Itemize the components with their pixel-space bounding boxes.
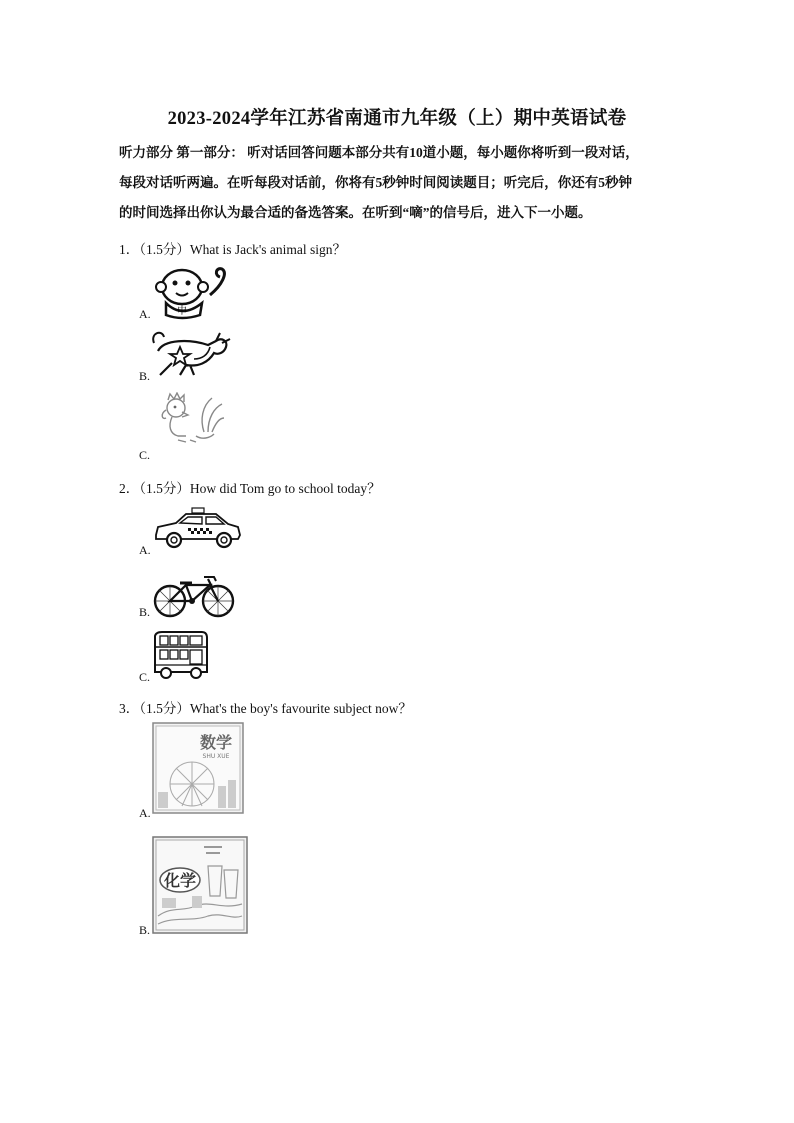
option-1b[interactable]: B. [139,369,151,383]
bicycle-icon[interactable] [152,571,236,619]
option-1a[interactable]: A. [139,307,151,321]
math-cover-sub: SHU XUE [202,753,230,760]
rooster-icon[interactable] [156,392,226,444]
instruction-line: 听力部分 第一部分： 听对话回答问题本部分共有10道小题，每小题你将听到一段对话， [119,145,639,160]
monkey-icon[interactable] [152,265,232,321]
option-3a[interactable]: A. [139,806,151,820]
question-2: 2．（1.5分）How did Tom go to school today？ [119,481,381,496]
option-3b[interactable]: B. [139,923,151,937]
question-3: 3．（1.5分）What's the boy's favourite subject now？ [119,701,412,716]
chemistry-book-icon[interactable] [152,836,248,934]
math-book-icon[interactable] [152,722,244,814]
option-2c[interactable]: C. [139,670,151,684]
option-2b[interactable]: B. [139,605,151,619]
monkey-badge: 申 [177,306,187,317]
option-2a[interactable]: A. [139,543,151,557]
instruction-line: 的时间选择出你认为最合适的备选答案。在听到“嘀”的信号后，进入下一小题。 [119,205,592,220]
taxi-icon[interactable] [152,507,242,549]
option-1c[interactable]: C. [139,448,151,462]
page-title: 2023-2024学年江苏省南通市九年级（上）期中英语试卷 [167,109,627,129]
question-1: 1．（1.5分）What is Jack's animal sign？ [119,242,347,257]
chemistry-cover-title: 化学 [163,871,197,890]
bus-icon[interactable] [152,630,210,680]
math-cover-title: 数学 [199,733,233,752]
instruction-line: 每段对话听两遍。在听每段对话前，你将有5秒钟时间阅读题目；听完后，你还有5秒钟 [119,175,632,190]
ox-icon[interactable] [150,329,232,379]
instructions [119,138,679,228]
